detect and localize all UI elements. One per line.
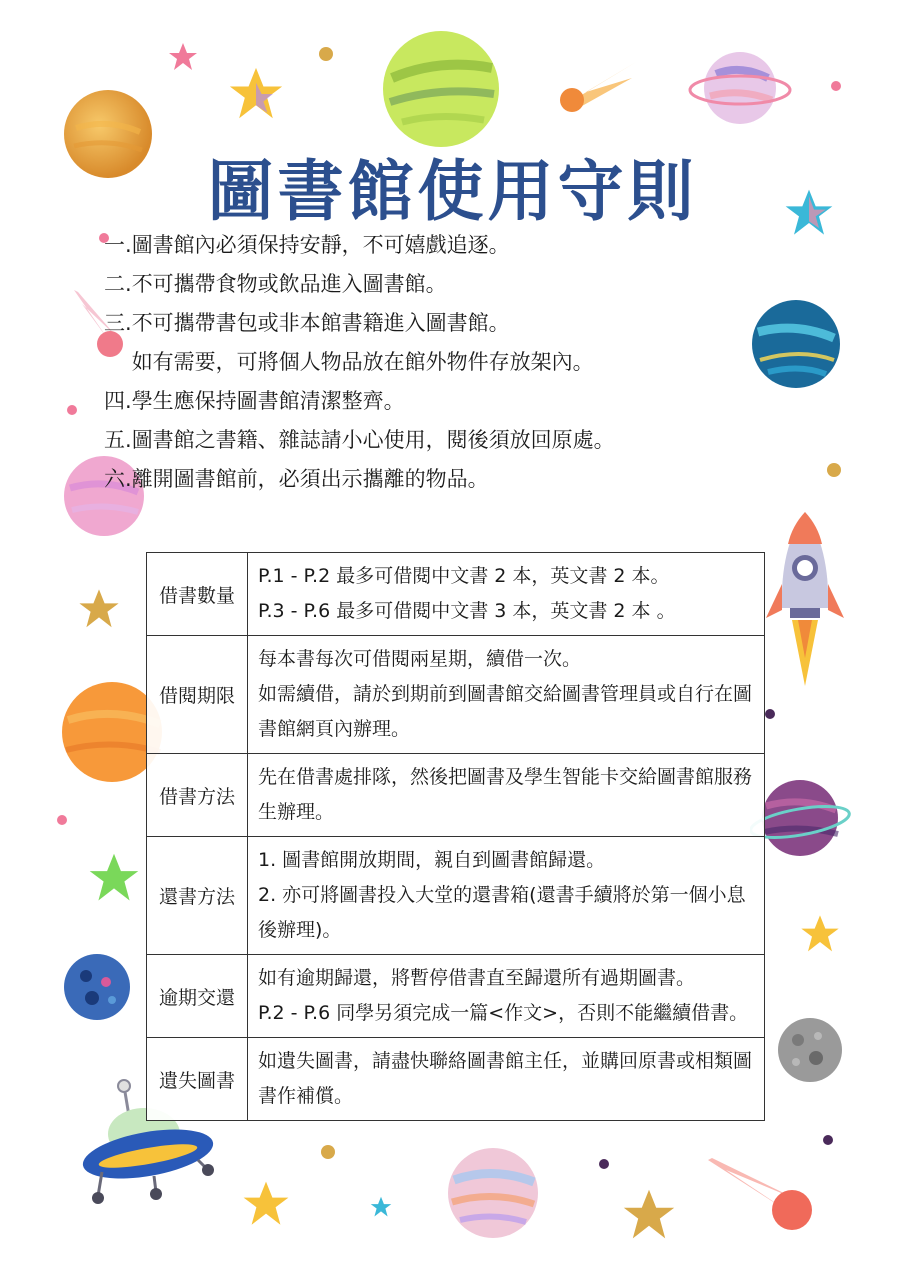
star-icon (242, 1180, 290, 1228)
rule-number: 五. (104, 428, 132, 452)
rule-item (104, 466, 744, 492)
content-line: 每本書每次可借閱兩星期，續借一次。 (258, 648, 582, 670)
planet-icon (380, 28, 502, 150)
rule-text: 圖書館之書籍、雜誌請小心使用，閱後須放回原處。 (131, 428, 615, 452)
rule-item (104, 310, 744, 375)
row-label: 逾期交還 (147, 955, 248, 1038)
row-label: 借閱期限 (147, 636, 248, 754)
planet-icon (62, 952, 132, 1022)
star-icon (826, 462, 842, 478)
row-label: 遺失圖書 (147, 1038, 248, 1121)
table-row (147, 1038, 765, 1121)
table-row (147, 837, 765, 955)
star-icon (56, 814, 68, 826)
content-line: 如遺失圖書，請盡快聯絡圖書館主任，並購回原書或相類圖書作補償。 (258, 1050, 753, 1107)
star-icon (88, 852, 140, 904)
star-icon (830, 80, 842, 92)
rule-text-continued: 如有需要，可將個人物品放在館外物件存放架內。 (131, 350, 594, 374)
star-icon (598, 1158, 610, 1170)
row-label: 還書方法 (147, 837, 248, 955)
rule-text-block (132, 310, 744, 375)
rule-number: 一. (104, 233, 132, 257)
star-icon (168, 42, 198, 72)
table-row (147, 754, 765, 837)
rule-text: 不可攜帶食物或飲品進入圖書館。 (131, 272, 447, 296)
rule-number: 四. (104, 389, 132, 413)
rule-text: 圖書館內必須保持安靜，不可嬉戲追逐。 (131, 233, 510, 257)
planet-icon (688, 44, 792, 134)
borrowing-info-table (146, 552, 765, 1121)
rule-item (104, 271, 744, 297)
table-row (147, 955, 765, 1038)
row-content (248, 955, 765, 1038)
content-line: 如需續借，請於到期前到圖書館交給圖書管理員或自行在圖書館網頁內辦理。 (258, 683, 753, 740)
content-line: 先在借書處排隊，然後把圖書及學生智能卡交給圖書館服務生辦理。 (258, 766, 753, 823)
rocket-icon (760, 508, 850, 690)
star-icon (318, 46, 334, 62)
rule-item (104, 427, 744, 453)
moon-icon (776, 1016, 844, 1084)
row-label: 借書數量 (147, 553, 248, 636)
content-line: 如有逾期歸還，將暫停借書直至歸還所有過期圖書。 (258, 967, 696, 989)
star-icon (228, 66, 284, 122)
content-line: 2. 亦可將圖書投入大堂的還書箱(還書手續將於第一個小息後辦理)。 (258, 884, 746, 941)
row-content (248, 1038, 765, 1121)
rule-item (104, 232, 744, 258)
rules-list (104, 232, 744, 505)
page-title: 圖書館使用守則 (207, 153, 698, 230)
table-row (147, 636, 765, 754)
star-icon (78, 588, 120, 630)
star-icon (800, 914, 840, 954)
star-icon (320, 1144, 336, 1160)
star-icon (370, 1196, 392, 1218)
rule-text: 離開圖書館前，必須出示攜離的物品。 (131, 467, 489, 491)
rule-text: 學生應保持圖書館清潔整齊。 (131, 389, 405, 413)
comet-icon (556, 56, 640, 114)
star-icon (764, 708, 776, 720)
content-line: P.3 - P.6 最多可借閱中文書 3 本，英文書 2 本 。 (258, 600, 676, 622)
table-row (147, 553, 765, 636)
star-icon (66, 404, 78, 416)
content-line: P.2 - P.6 同學另須完成一篇<作文>，否則不能繼續借書。 (258, 1002, 749, 1024)
rule-item (104, 388, 744, 414)
planet-icon (750, 298, 842, 390)
content-line: 1. 圖書館開放期間，親自到圖書館歸還。 (258, 849, 606, 871)
rule-number: 六. (104, 467, 132, 491)
rule-number: 三. (104, 311, 132, 335)
row-content (248, 754, 765, 837)
row-content (248, 837, 765, 955)
planet-icon (750, 772, 852, 864)
row-content (248, 553, 765, 636)
rule-number: 二. (104, 272, 132, 296)
row-label: 借書方法 (147, 754, 248, 837)
content-line: P.1 - P.2 最多可借閱中文書 2 本，英文書 2 本。 (258, 565, 670, 587)
rule-text: 不可攜帶書包或非本館書籍進入圖書館。 (131, 311, 510, 335)
planet-icon (446, 1146, 540, 1240)
star-icon (622, 1188, 676, 1242)
comet-icon (706, 1156, 818, 1234)
star-icon (822, 1134, 834, 1146)
row-content (248, 636, 765, 754)
